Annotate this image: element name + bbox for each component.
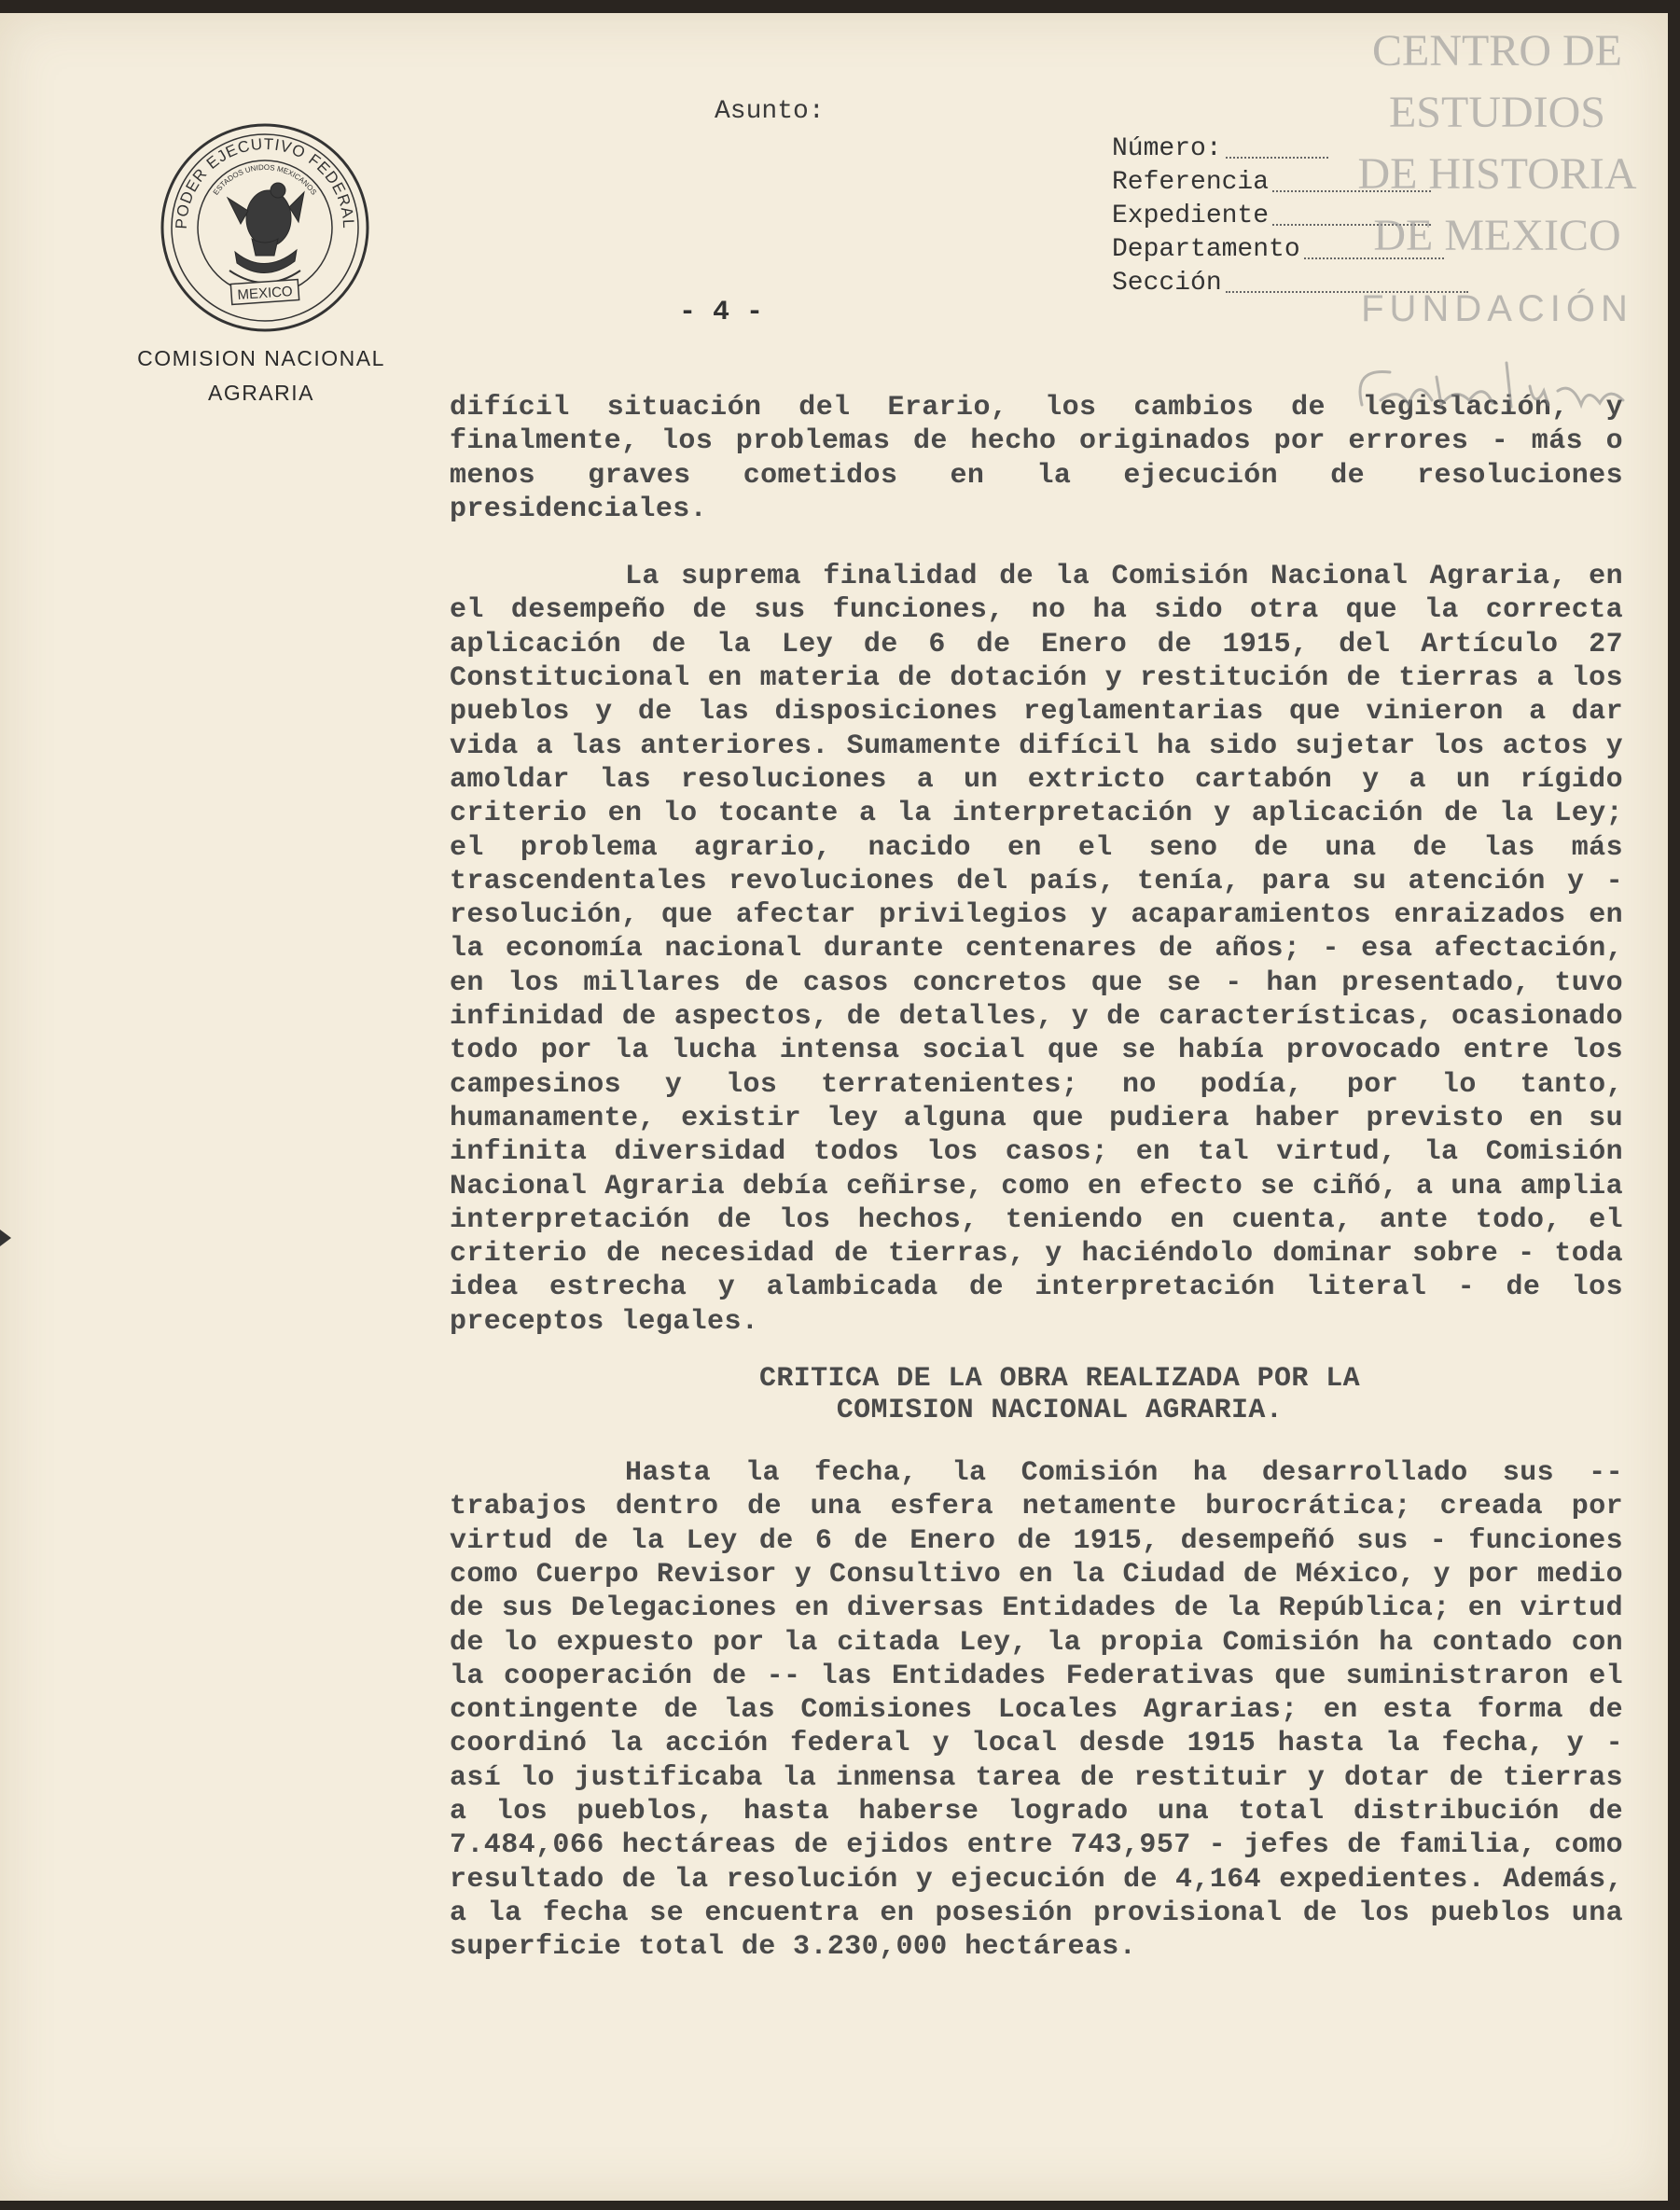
margin-mark	[0, 1230, 11, 1246]
seal-text-bottom: MEXICO	[236, 283, 294, 304]
archive-watermark	[1334, 21, 1660, 340]
watermark-line2: ESTUDIOS	[1388, 88, 1605, 137]
heading-line2: COMISION NACIONAL AGRARIA.	[836, 1395, 1284, 1427]
document-page	[0, 13, 1668, 2201]
field-label: Referencia	[1112, 168, 1270, 197]
field-label: Departamento	[1112, 235, 1300, 264]
page-number: - 4 -	[679, 297, 764, 328]
watermark-line1: CENTRO DE	[1372, 26, 1622, 76]
paragraph-1: difícil situación del Erario, los cambios de legislación, y finalmente, los problemas de hecho originados por errores - más o menos graves cometidos en la ejecución de resoluciones presidenciales.	[450, 392, 1623, 525]
agency-line2: AGRARIA	[207, 381, 315, 405]
agency-name	[103, 341, 420, 410]
field-label: Sección	[1112, 269, 1222, 298]
field-label: Expediente	[1112, 202, 1270, 230]
watermark-line4: DE MEXICO	[1373, 211, 1621, 260]
seal-text-top: PODER EJECUTIVO FEDERAL	[172, 134, 358, 229]
field-dotted-line	[1226, 151, 1328, 159]
field-label: Número:	[1112, 134, 1222, 163]
watermark-line3: DE HISTORIA	[1357, 149, 1637, 199]
heading-line1: CRITICA DE LA OBRA REALIZADA POR LA	[758, 1363, 1361, 1396]
watermark-line5: FUNDACIÓN	[1361, 288, 1633, 329]
paragraph-2: La suprema finalidad de la Comisión Nacional Agraria, en el desempeño de sus funciones, no ha sido otra que la correcta aplicación de la Ley de 6 de Enero de 1915, del Artículo 27 Constitucional en materia de dotación y restitución de tierras a los pueblos y de las disposiciones reglamentarias que vinieron a dar vida a las anteriores. Sumamente difícil ha sido sujetar los actos y amoldar las resoluciones a un extricto cartabón y a un rígido criterio en lo tocante a la interpretación y aplicación de la Ley; el problema agrario, nacido en el seno de una de las más trascendentales revoluciones del país, tenía, para su atención y - resolución, que afectar privilegios y acaparamientos enraizados en la economía nacional durante centenares de años; - esa afectación, en los millares de casos concretos que se - han presentado, tuvo infinidad de aspectos, de detalles, y de características, ocasionado todo por la lucha intensa social que se había provocado entre los campesinos y los terratenientes; no podía, por lo tanto, humanamente, existir ley alguna que pudiera haber previsto en su infinita diversidad todos los casos; en tal virtud, la Comisión Nacional Agraria debía ceñirse, como en efecto se ciñó, a una amplia interpretación de los hechos, teniendo en cuenta, ante todo, el criterio de necesidad de tierras, y haciéndolo dominar sobre - toda idea estrecha y alambicada de interpretación literal - de los preceptos legales.	[450, 561, 1623, 1338]
watermark-signature-icon	[1343, 349, 1660, 433]
federal-seal-icon	[159, 121, 371, 334]
paragraph-3: Hasta la fecha, la Comisión ha desarrollado sus -- trabajos dentro de una esfera netamente burocrática; creada por virtud de la Ley de 6 de Enero de 1915, desempeñó sus - funciones como Cuerpo Revisor y Consultivo en la Ciudad de México, y por medio de sus Delegaciones en diversas Entidades de la República; en virtud de lo expuesto por la citada Ley, la propia Comisión ha contado con la cooperación de -- las Entidades Federativas que suministraron el contingente de las Comisiones Locales Agrarias; en esta forma de coordinó la acción federal y local desde 1915 hasta la fecha, y - así lo justificaba la inmensa tarea de restituir y dotar de tierras a los pueblos, hasta haberse logrado una total distribución de 7.484,066 hectáreas de ejidos entre 743,957 - jefes de familia, como resultado de la resolución y ejecución de 4,164 expedientes. Además, a la fecha se encuentra en posesión provisional de los pueblos una superficie total de 3.230,000 hectáreas.	[450, 1457, 1623, 1964]
seal-text-inner: ESTADOS UNIDOS MEXICANOS	[211, 162, 319, 197]
agency-line1: COMISION NACIONAL	[137, 346, 385, 370]
section-heading	[450, 1363, 1623, 1426]
asunto-label: Asunto:	[715, 97, 825, 126]
letter-body	[450, 391, 1623, 1964]
